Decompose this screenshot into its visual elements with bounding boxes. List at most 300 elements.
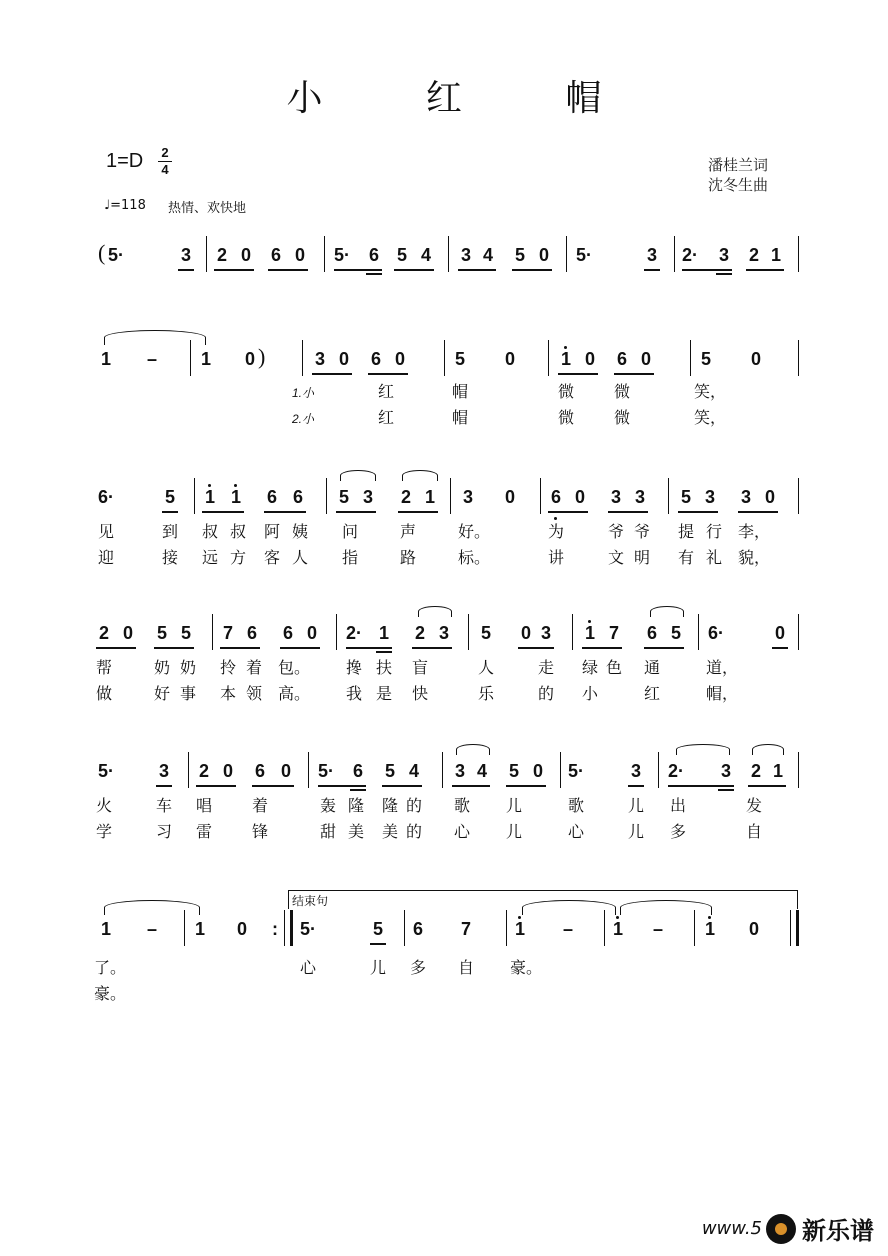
note: 1 bbox=[204, 487, 215, 507]
lyric: 心 bbox=[567, 822, 584, 841]
barline bbox=[336, 614, 337, 650]
lyric: 盲 bbox=[411, 658, 428, 677]
lyric: 绿 bbox=[581, 658, 598, 677]
note: 0 bbox=[338, 349, 349, 369]
note: 3 bbox=[718, 245, 729, 265]
lyric: 红 bbox=[377, 382, 394, 401]
note: – bbox=[146, 919, 157, 939]
note: 5 bbox=[480, 623, 491, 643]
note: 5 bbox=[338, 487, 349, 507]
note: 3 bbox=[438, 623, 449, 643]
underline bbox=[398, 511, 438, 513]
lyric: 姨 bbox=[291, 522, 308, 541]
note: 4 bbox=[420, 245, 431, 265]
underline bbox=[280, 647, 320, 649]
note: 0 bbox=[222, 761, 233, 781]
barline bbox=[790, 910, 791, 946]
barline bbox=[668, 478, 669, 514]
barline bbox=[302, 340, 303, 376]
high-octave-dot bbox=[588, 620, 591, 623]
underline bbox=[202, 511, 244, 513]
underline bbox=[644, 269, 660, 271]
lyric: 爷 bbox=[633, 522, 650, 541]
barline bbox=[694, 910, 695, 946]
note: 3 bbox=[740, 487, 751, 507]
score-row-2 bbox=[0, 340, 888, 380]
note: 2 bbox=[750, 761, 761, 781]
note: 1 bbox=[378, 623, 389, 643]
barline bbox=[658, 752, 659, 788]
lyric: 文 bbox=[607, 548, 624, 567]
lyric: 小 bbox=[581, 684, 598, 703]
lyric: 是 bbox=[375, 684, 392, 703]
barline bbox=[324, 236, 325, 272]
barline bbox=[450, 478, 451, 514]
lyric: 我 bbox=[345, 684, 362, 703]
key-signature: 1=D bbox=[106, 150, 144, 172]
barline bbox=[566, 236, 567, 272]
underline bbox=[548, 511, 588, 513]
site-watermark bbox=[702, 1211, 874, 1246]
note: 3 bbox=[460, 245, 471, 265]
lyric: 自 bbox=[457, 958, 474, 977]
lyric: 的 bbox=[405, 822, 422, 841]
underline bbox=[412, 647, 452, 649]
underline bbox=[220, 647, 260, 649]
lyric: 做 bbox=[95, 684, 112, 703]
underline bbox=[196, 785, 236, 787]
note: 0 bbox=[574, 487, 585, 507]
underline bbox=[452, 785, 490, 787]
note: 0 bbox=[504, 487, 515, 507]
note: 0 bbox=[394, 349, 405, 369]
lyric: 笑， bbox=[694, 382, 727, 401]
lyric: 领 bbox=[245, 684, 262, 703]
note: 1 bbox=[424, 487, 435, 507]
lyric: 唱 bbox=[195, 796, 212, 815]
lyric: 儿 bbox=[505, 796, 522, 815]
barline bbox=[798, 340, 799, 376]
slur bbox=[402, 470, 438, 481]
note: 0 bbox=[748, 919, 759, 939]
note: 6· bbox=[97, 487, 114, 507]
note: 1 bbox=[704, 919, 715, 939]
lyric: 通 bbox=[643, 658, 660, 677]
open-parenthesis: ( bbox=[98, 240, 106, 265]
lyric: 车 bbox=[155, 796, 172, 815]
note: 6 bbox=[282, 623, 293, 643]
lyric: 心 bbox=[453, 822, 470, 841]
underline bbox=[162, 511, 178, 513]
underline bbox=[668, 785, 734, 787]
note: 4 bbox=[408, 761, 419, 781]
barline bbox=[404, 910, 405, 946]
barline bbox=[674, 236, 675, 272]
note: 5· bbox=[333, 245, 350, 265]
note: 5 bbox=[372, 919, 383, 939]
lyric: 着 bbox=[245, 658, 262, 677]
underline bbox=[368, 373, 408, 375]
note: 6 bbox=[368, 245, 379, 265]
note: 1 bbox=[770, 245, 781, 265]
note: 7 bbox=[460, 919, 471, 939]
lyric: 李， bbox=[738, 522, 771, 541]
barline bbox=[690, 340, 691, 376]
underline bbox=[748, 785, 786, 787]
lyric: 多 bbox=[409, 958, 426, 977]
low-octave-dot bbox=[554, 517, 557, 520]
note: 0 bbox=[750, 349, 761, 369]
note: 0 bbox=[774, 623, 785, 643]
note: 2 bbox=[748, 245, 759, 265]
underline bbox=[376, 651, 392, 653]
lyric: 提 bbox=[677, 522, 694, 541]
lyric: 奶 bbox=[153, 658, 170, 677]
underline bbox=[682, 269, 732, 271]
note: 5 bbox=[164, 487, 175, 507]
barline bbox=[284, 910, 285, 946]
note: 5 bbox=[508, 761, 519, 781]
note: 2 bbox=[198, 761, 209, 781]
record-icon bbox=[766, 1214, 796, 1244]
note: 3 bbox=[630, 761, 641, 781]
lyric: 火 bbox=[95, 796, 112, 815]
lyric: 搀 bbox=[345, 658, 362, 677]
lyric: 的 bbox=[405, 796, 422, 815]
barline bbox=[326, 478, 327, 514]
note: 0 bbox=[306, 623, 317, 643]
barline bbox=[798, 236, 799, 272]
lyric: 微 bbox=[557, 408, 574, 427]
note: 2 bbox=[98, 623, 109, 643]
lyric: 为 bbox=[547, 522, 564, 541]
note: 6 bbox=[616, 349, 627, 369]
note: 3 bbox=[454, 761, 465, 781]
note: 6 bbox=[270, 245, 281, 265]
time-signature-top: 2 bbox=[161, 145, 169, 160]
note: 6 bbox=[646, 623, 657, 643]
note: 7 bbox=[608, 623, 619, 643]
underline bbox=[644, 647, 684, 649]
note: 1 bbox=[100, 919, 111, 939]
note: 5 bbox=[514, 245, 525, 265]
lyric: 红 bbox=[377, 408, 394, 427]
verse-2-label: 2.小 bbox=[292, 412, 315, 426]
underline bbox=[716, 273, 732, 275]
underline bbox=[252, 785, 294, 787]
barline bbox=[188, 752, 189, 788]
note: 5· bbox=[107, 245, 124, 265]
lyric: 美 bbox=[381, 822, 398, 841]
underline bbox=[506, 785, 546, 787]
note: 2· bbox=[667, 761, 684, 781]
lyric: 笑， bbox=[694, 408, 727, 427]
note: 0 bbox=[236, 919, 247, 939]
note: 0 bbox=[122, 623, 133, 643]
note: 0 bbox=[240, 245, 251, 265]
underline bbox=[772, 647, 788, 649]
lyric: 红 bbox=[643, 684, 660, 703]
underline bbox=[518, 647, 554, 649]
note: 5 bbox=[396, 245, 407, 265]
high-octave-dot bbox=[564, 346, 567, 349]
lyric: 着 bbox=[251, 796, 268, 815]
repeat-dots: : bbox=[272, 919, 278, 939]
lyric: 帽 bbox=[451, 382, 468, 401]
note: 0 bbox=[280, 761, 291, 781]
lyric: 豪。 bbox=[94, 984, 127, 1003]
note: 1 bbox=[612, 919, 623, 939]
lyric: 好 bbox=[153, 684, 170, 703]
lyric: 好。 bbox=[458, 522, 491, 541]
lyric: 微 bbox=[613, 382, 630, 401]
lyric: 儿 bbox=[369, 958, 386, 977]
note: 6 bbox=[412, 919, 423, 939]
lyric: 人 bbox=[477, 658, 494, 677]
underline bbox=[746, 269, 784, 271]
note: 3 bbox=[158, 761, 169, 781]
barline bbox=[572, 614, 573, 650]
note: 1 bbox=[584, 623, 595, 643]
barline bbox=[798, 614, 799, 650]
note: 5 bbox=[384, 761, 395, 781]
lyric: 到 bbox=[161, 522, 178, 541]
note: 3 bbox=[704, 487, 715, 507]
note: 1 bbox=[514, 919, 525, 939]
lyric: 本 bbox=[219, 684, 236, 703]
barline bbox=[548, 340, 549, 376]
verse-1-label: 1.小 bbox=[292, 386, 315, 400]
note: 5· bbox=[97, 761, 114, 781]
lyric: 美 bbox=[347, 822, 364, 841]
barline bbox=[448, 236, 449, 272]
underline bbox=[334, 269, 382, 271]
composer-credit: 沈冬生曲 bbox=[708, 176, 769, 194]
thick-barline bbox=[290, 910, 293, 946]
note: 3 bbox=[314, 349, 325, 369]
score-row-1 bbox=[0, 236, 888, 276]
slur bbox=[340, 470, 376, 481]
barline bbox=[444, 340, 445, 376]
lyric: 礼 bbox=[705, 548, 722, 567]
note: 0 bbox=[538, 245, 549, 265]
underline bbox=[154, 647, 194, 649]
expression-marking: 热情、欢快地 bbox=[168, 201, 247, 216]
lyric: 甜 bbox=[319, 822, 336, 841]
slur bbox=[752, 744, 784, 755]
lyric: 豪。 bbox=[510, 958, 543, 977]
slur bbox=[676, 744, 730, 755]
barline bbox=[442, 752, 443, 788]
note: 2· bbox=[681, 245, 698, 265]
note: 6 bbox=[370, 349, 381, 369]
note: 6 bbox=[246, 623, 257, 643]
barline bbox=[190, 340, 191, 376]
lyric: 高。 bbox=[278, 684, 311, 703]
note: 6 bbox=[550, 487, 561, 507]
lyric: 儿 bbox=[627, 822, 644, 841]
song-title: 小 红 帽 bbox=[286, 78, 648, 119]
barline bbox=[184, 910, 185, 946]
note: 0 bbox=[294, 245, 305, 265]
lyric: 接 bbox=[161, 548, 178, 567]
lyric: 多 bbox=[669, 822, 686, 841]
lyric: 貌， bbox=[738, 548, 771, 567]
high-octave-dot bbox=[208, 484, 211, 487]
tie bbox=[104, 900, 200, 915]
note: 1 bbox=[560, 349, 571, 369]
lyric: 隆 bbox=[347, 796, 364, 815]
lyric: 叔 bbox=[201, 522, 218, 541]
close-parenthesis: ) bbox=[258, 344, 266, 369]
barline bbox=[798, 478, 799, 514]
lyric: 指 bbox=[341, 548, 358, 567]
lyric: 扶 bbox=[375, 658, 392, 677]
underline bbox=[96, 647, 136, 649]
note: – bbox=[562, 919, 573, 939]
note: 2 bbox=[414, 623, 425, 643]
underline bbox=[558, 373, 598, 375]
underline bbox=[382, 785, 422, 787]
note: 1 bbox=[230, 487, 241, 507]
lyric: 隆 bbox=[381, 796, 398, 815]
note: 3 bbox=[720, 761, 731, 781]
time-signature bbox=[158, 146, 172, 177]
lyric: 发 bbox=[745, 796, 762, 815]
note: 3 bbox=[180, 245, 191, 265]
lyric: 爷 bbox=[607, 522, 624, 541]
underline bbox=[370, 943, 386, 945]
quarter-note-icon: ♩ bbox=[104, 198, 111, 213]
site-brand: 新乐谱 bbox=[802, 1217, 874, 1245]
lyric: 远 bbox=[201, 548, 218, 567]
note: 7 bbox=[222, 623, 233, 643]
lyric: 帽 bbox=[451, 408, 468, 427]
note: 0 bbox=[504, 349, 515, 369]
note: 5· bbox=[299, 919, 316, 939]
lyric: 有 bbox=[677, 548, 694, 567]
lyric: 行 bbox=[705, 522, 722, 541]
lyric: 包。 bbox=[278, 658, 311, 677]
site-url: www.5 bbox=[701, 1218, 762, 1239]
lyricist-credit: 潘桂兰词 bbox=[708, 156, 769, 174]
note: 3 bbox=[540, 623, 551, 643]
lyric: 学 bbox=[95, 822, 112, 841]
lyric: 问 bbox=[341, 522, 358, 541]
note: 3 bbox=[646, 245, 657, 265]
note: 3 bbox=[634, 487, 645, 507]
lyric: 歌 bbox=[453, 796, 470, 815]
score-row-3 bbox=[0, 478, 888, 518]
lyric: 讲 bbox=[547, 548, 564, 567]
lyric: 轰 bbox=[319, 796, 336, 815]
note: 2 bbox=[216, 245, 227, 265]
lyric: 事 bbox=[179, 684, 196, 703]
barline bbox=[212, 614, 213, 650]
barline bbox=[798, 752, 799, 788]
lyric: 了。 bbox=[94, 958, 127, 977]
note: 5 bbox=[180, 623, 191, 643]
high-octave-dot bbox=[518, 916, 521, 919]
lyric: 道， bbox=[706, 658, 739, 677]
barline bbox=[506, 910, 507, 946]
lyric: 儿 bbox=[505, 822, 522, 841]
lyric: 雷 bbox=[195, 822, 212, 841]
underline bbox=[512, 269, 552, 271]
note: 0 bbox=[520, 623, 531, 643]
lyric: 奶 bbox=[179, 658, 196, 677]
underline bbox=[614, 373, 654, 375]
barline bbox=[698, 614, 699, 650]
note: 0 bbox=[640, 349, 651, 369]
note: 3 bbox=[362, 487, 373, 507]
tempo-marking bbox=[104, 198, 146, 213]
lyric: 的 bbox=[537, 684, 554, 703]
underline bbox=[178, 269, 194, 271]
lyric: 方 bbox=[229, 548, 246, 567]
time-signature-bottom: 4 bbox=[161, 162, 169, 177]
barline bbox=[308, 752, 309, 788]
note: 0 bbox=[532, 761, 543, 781]
lyric: 歌 bbox=[567, 796, 584, 815]
high-octave-dot bbox=[708, 916, 711, 919]
lyric: 拎 bbox=[219, 658, 236, 677]
barline bbox=[468, 614, 469, 650]
tie bbox=[522, 900, 616, 915]
note: 5· bbox=[567, 761, 584, 781]
lyric: 心 bbox=[299, 958, 316, 977]
note: 2 bbox=[400, 487, 411, 507]
note: 4 bbox=[482, 245, 493, 265]
underline bbox=[738, 511, 778, 513]
underline bbox=[718, 789, 734, 791]
note: 1 bbox=[200, 349, 211, 369]
lyric: 乐 bbox=[477, 684, 494, 703]
note: 3 bbox=[610, 487, 621, 507]
note: 6· bbox=[707, 623, 724, 643]
note: 6 bbox=[292, 487, 303, 507]
lyric: 快 bbox=[411, 684, 428, 703]
note: 0 bbox=[584, 349, 595, 369]
underline bbox=[268, 269, 308, 271]
note: 1 bbox=[194, 919, 205, 939]
lyric: 叔 bbox=[229, 522, 246, 541]
note: 6 bbox=[266, 487, 277, 507]
lyric: 微 bbox=[557, 382, 574, 401]
barline bbox=[206, 236, 207, 272]
note: 6 bbox=[352, 761, 363, 781]
underline bbox=[628, 785, 644, 787]
underline bbox=[458, 269, 496, 271]
underline bbox=[264, 511, 306, 513]
score-row-4 bbox=[0, 614, 888, 654]
underline bbox=[608, 511, 648, 513]
note: 6 bbox=[254, 761, 265, 781]
slur bbox=[650, 606, 684, 617]
underline bbox=[336, 511, 376, 513]
barline bbox=[194, 478, 195, 514]
note: 5 bbox=[700, 349, 711, 369]
note: 4 bbox=[476, 761, 487, 781]
note: 5 bbox=[454, 349, 465, 369]
lyric: 微 bbox=[613, 408, 630, 427]
note: 5· bbox=[317, 761, 334, 781]
high-octave-dot bbox=[616, 916, 619, 919]
ending-label: 结束句 bbox=[292, 894, 329, 908]
lyric: 声 bbox=[399, 522, 416, 541]
lyric: 迎 bbox=[97, 548, 114, 567]
lyric: 出 bbox=[669, 796, 686, 815]
